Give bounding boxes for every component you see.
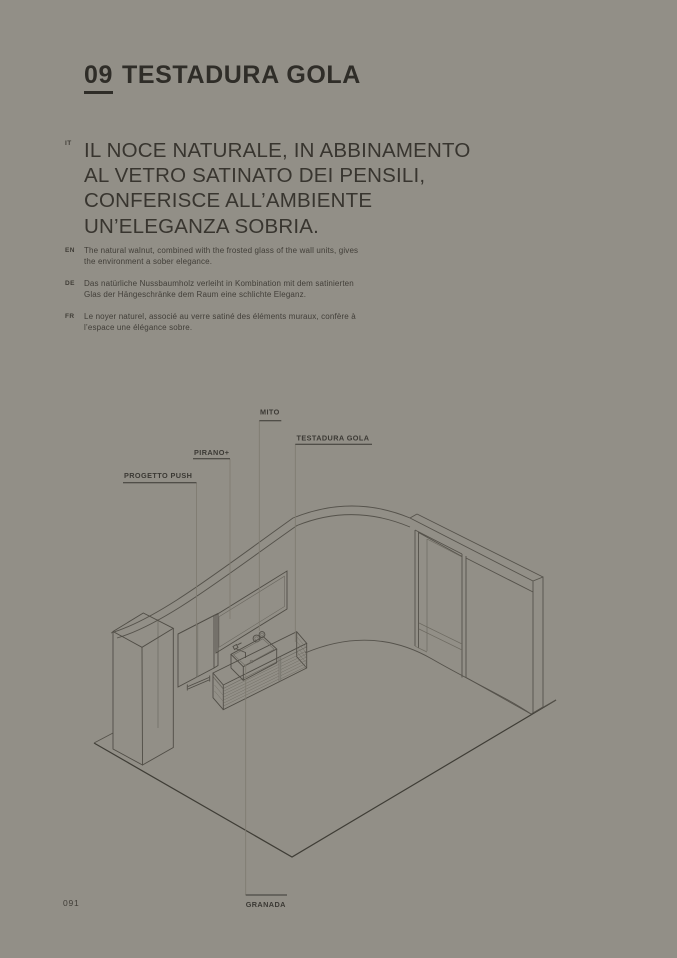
tumbler-2 xyxy=(259,632,265,638)
wall-base-curve xyxy=(305,640,531,714)
description-it-line1: IL NOCE NATURALE, IN ABBINAMENTO xyxy=(84,139,471,162)
lang-label-it: IT xyxy=(65,140,72,147)
label-progetto-push: PROGETTO PUSH xyxy=(124,471,193,480)
right-wall-end-cap xyxy=(533,577,543,713)
label-granada: GRANADA xyxy=(245,900,286,909)
description-fr-line1: Le noyer naturel, associé au verre satiné des éléments muraux, confère à xyxy=(84,312,356,321)
window-divider xyxy=(462,554,466,678)
description-de-line1: Das natürliche Nussbaumholz verleiht in Kombination mit dem satinierten xyxy=(84,279,354,288)
chapter-title: TESTADURA GOLA xyxy=(122,61,361,89)
label-mito: MITO xyxy=(260,407,280,417)
lang-label-fr: FR xyxy=(65,313,75,320)
washbasin xyxy=(231,637,277,681)
floor-front-edges xyxy=(94,700,556,857)
vanity-drawer-gap xyxy=(279,657,281,682)
mirror xyxy=(216,571,287,653)
tall-cabinet xyxy=(113,613,173,765)
chapter-number: 09 xyxy=(84,61,113,94)
tall-cabinet-top xyxy=(113,613,173,647)
mirror-inner-frame xyxy=(219,576,285,647)
description-it-line2: AL VETRO SATINATO DEI PENSILI, xyxy=(84,164,426,188)
floor-back-edges xyxy=(94,700,556,743)
tumbler-2-inner xyxy=(261,633,264,636)
right-wall xyxy=(410,514,543,714)
right-wall-panel-edges xyxy=(466,558,533,714)
tall-cabinet-front xyxy=(113,632,143,766)
label-pirano: PIRANO+ xyxy=(194,448,230,457)
vanity-unit xyxy=(213,632,307,710)
window-sill xyxy=(419,623,462,650)
window-recess xyxy=(415,539,462,652)
lang-label-de: DE xyxy=(65,280,75,287)
description-en-line1: The natural walnut, combined with the frosted glass of the wall units, gives xyxy=(84,246,359,255)
lang-label-en: EN xyxy=(65,247,75,254)
description-de-line2: Glas der Hängeschränke dem Raum eine schlichte Eleganz. xyxy=(84,289,307,299)
page-number: 091 xyxy=(63,898,80,908)
floor xyxy=(94,700,556,857)
label-testadura-gola: TESTADURA GOLA xyxy=(296,433,370,443)
wall-top-outer-edge xyxy=(111,506,410,633)
right-wall-top-face xyxy=(410,514,543,581)
description-it-line4: UN’ELEGANZA SOBRIA. xyxy=(84,214,320,238)
wall-cabinet xyxy=(178,614,218,688)
basin-front xyxy=(243,649,276,680)
leader-lines xyxy=(123,421,372,895)
description-fr-line2: l’espace une élégance sobre. xyxy=(84,322,193,332)
description-it-line3: CONFERISCE ALL’AMBIENTE xyxy=(84,189,373,213)
description-en-line2: the environment a sober elegance. xyxy=(84,256,213,266)
towel-bar xyxy=(187,676,209,691)
